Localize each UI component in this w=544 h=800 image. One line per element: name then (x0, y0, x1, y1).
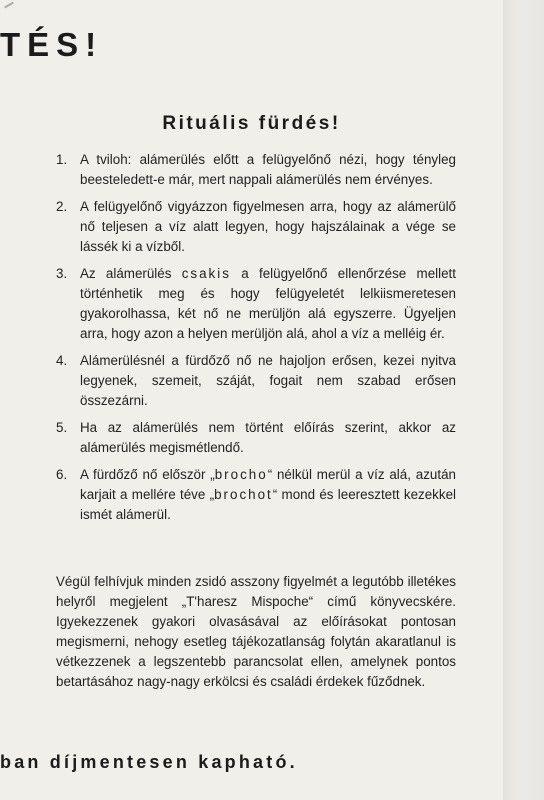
list-item (56, 197, 456, 257)
item-text: Alámerülésnél a fürdőző nő ne hajoljon erősen, kezei nyitva legyenek, szemeit, száját, fogait nem szabad erősen összezárni. (80, 353, 456, 408)
item-text-part: A fürdőző nő először „ (80, 467, 215, 482)
item-text-part: a felügyelőnő ellenőrzése mellett történhetik meg és hogy felügyeletét lelkiismeretesen gyakorolhassa, két nő ne merüljön alá egyszerre. Ügyeljen arra, hogy azon a helyen merüljön alá, ahol a víz a melléig ér. (80, 266, 456, 341)
list-item (56, 418, 456, 458)
item-text-part: “ nélkül merül a víz alá, azután karjait a mellére téve „ (80, 467, 456, 502)
item-text-part: “ mond és leeresztett kezekkel ismét alámerül. (80, 487, 456, 522)
list-item (56, 465, 456, 525)
item-number: 2. (56, 199, 68, 214)
item-text-part: Az alámerülés (80, 266, 182, 281)
list-item (56, 264, 456, 344)
pencil-mark (4, 2, 14, 9)
heading-fragment: TÉS! (0, 26, 104, 63)
footer-text: ban díjmentesen kapható. (0, 752, 298, 772)
item-text-emphasis: csakis (181, 266, 231, 281)
item-text: Ha az alámerülés nem történt előírás szerint, akkor az alámerülés megismétlendő. (80, 420, 456, 455)
rules-list (56, 150, 456, 532)
item-text: A felügyelőnő vigyázzon figyelmesen arra, hogy az alámerülő nő teljesen a víz alatt legyen, hogy hajszálainak a vége se lássék ki a vízből. (80, 199, 456, 254)
item-text: A tviloh: alámerülés előtt a felügyelőnő nézi, hogy tényleg beesteledett-e már, mert nappali alámerülés nem érvényes. (80, 152, 456, 187)
closing-paragraph: Végül felhívjuk minden zsidó asszony figyelmét a legutóbb illetékes helyről megjelent „T'haresz Mispoche“ című könyvecskére. Igyekezzenek gyakori olvasásával az előírásokat pontosan megismerni, nehogy esetleg tájékozatlanság folytán akaratlanul is vétkezzenek a legszentebb parancsolat ellen, amelynek pontos betartásához nagy-nagy erkölcsi és családi érdekek fűződnek. (56, 574, 456, 689)
list-item (56, 351, 456, 411)
item-text-emphasis: brocho (214, 467, 268, 482)
background-edge (503, 0, 544, 800)
item-number: 5. (56, 420, 68, 435)
list-item (56, 150, 456, 190)
item-number: 6. (56, 467, 68, 482)
item-text-emphasis: brochot (214, 487, 273, 502)
document-title: Rituális fürdés! (162, 113, 341, 134)
item-number: 1. (56, 152, 68, 167)
item-number: 4. (56, 353, 68, 368)
item-number: 3. (56, 266, 68, 281)
